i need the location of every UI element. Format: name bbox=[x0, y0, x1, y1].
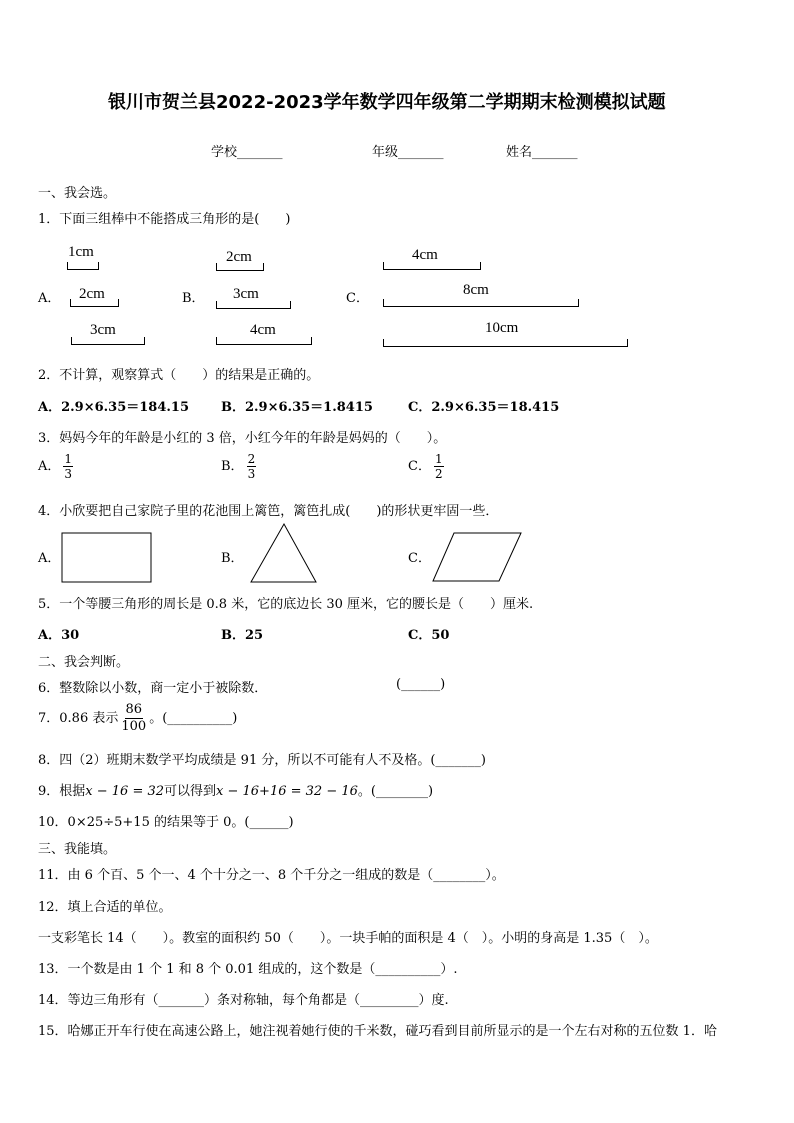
name-field: 姓名_______ bbox=[506, 145, 578, 160]
question-3: 3．妈妈今年的年龄是小红的 3 倍，小红今年的年龄是妈妈的（ ）。 bbox=[38, 431, 447, 446]
q9-prefix: 9．根据 bbox=[38, 784, 86, 799]
question-2: 2．不计算，观察算式（ ）的结果是正确的。 bbox=[38, 368, 320, 383]
stick-b3-label: 4cm bbox=[250, 322, 276, 338]
stick-a2 bbox=[70, 299, 119, 307]
q5-option-b: B．25 bbox=[221, 628, 264, 643]
q7-denominator: 100 bbox=[121, 719, 147, 734]
stick-b1-label: 2cm bbox=[226, 249, 252, 265]
parallelogram-shape bbox=[430, 529, 525, 585]
stick-c1-label: 4cm bbox=[412, 247, 438, 263]
question-9 bbox=[38, 780, 433, 799]
q3-option-c-label: C． bbox=[408, 459, 431, 474]
q7-prefix: 7．0.86 表示 bbox=[38, 711, 119, 726]
q7-fraction bbox=[121, 702, 146, 735]
q3-b-denominator: 3 bbox=[247, 467, 256, 481]
q3-c-numerator: 1 bbox=[434, 452, 443, 466]
question-5: 5．一个等腰三角形的周长是 0.8 米，它的底边长 30 厘米，它的腰长是（ ）厘米. bbox=[38, 597, 534, 612]
section-2-heading: 二、我会判断。 bbox=[38, 655, 130, 670]
q4-option-c-label: C． bbox=[408, 551, 431, 566]
stick-a1 bbox=[67, 262, 99, 270]
question-14: 14．等边三角形有（_______）条对称轴，每个角都是（_________）度. bbox=[38, 993, 449, 1008]
question-1: 1．下面三组棒中不能搭成三角形的是( ) bbox=[38, 212, 291, 227]
q9-middle: 可以得到 bbox=[164, 784, 217, 799]
section-1-heading: 一、我会选。 bbox=[38, 186, 117, 201]
stick-a1-label: 1cm bbox=[68, 244, 94, 260]
q3-option-b bbox=[221, 452, 259, 481]
q4-option-b-label: B． bbox=[221, 551, 244, 566]
q7-numerator: 86 bbox=[125, 702, 143, 717]
rectangle-shape bbox=[60, 530, 155, 586]
q1-option-b-label: B． bbox=[182, 291, 205, 306]
stick-c3-label: 10cm bbox=[485, 320, 519, 336]
question-10: 10．0×25÷5+15 的结果等于 0。(______) bbox=[38, 815, 294, 830]
grade-field: 年级_______ bbox=[372, 145, 444, 160]
stick-b3 bbox=[216, 337, 312, 345]
q3-option-a-label: A． bbox=[38, 459, 61, 474]
stick-c1 bbox=[383, 262, 481, 270]
q3-option-b-label: B． bbox=[221, 459, 244, 474]
page-title: 银川市贺兰县2022-2023学年数学四年级第二学期期末检测模拟试题 bbox=[108, 92, 666, 113]
stick-b2-label: 3cm bbox=[233, 286, 259, 302]
question-11: 11．由 6 个百、5 个一、4 个十分之一、8 个千分之一组成的数是（________）。 bbox=[38, 868, 505, 883]
q3-option-c-fraction bbox=[434, 452, 444, 481]
q3-b-numerator: 2 bbox=[247, 452, 256, 466]
question-13: 13．一个数是由 1 个 1 和 8 个 0.01 组成的，这个数是（__________）. bbox=[38, 962, 458, 977]
q3-option-a-fraction bbox=[63, 452, 73, 481]
stick-b2 bbox=[216, 301, 291, 309]
question-6: 6．整数除以小数，商一定小于被除数． bbox=[38, 681, 268, 696]
q2-option-b: B．2.9×6.35＝1.8415 bbox=[221, 400, 373, 415]
triangle-shape bbox=[248, 521, 320, 586]
stick-a3-label: 3cm bbox=[90, 322, 116, 338]
q1-option-c-label: C． bbox=[346, 291, 369, 306]
stick-a2-label: 2cm bbox=[79, 286, 105, 302]
stick-a3 bbox=[71, 337, 145, 345]
stick-c2-label: 8cm bbox=[463, 282, 489, 298]
q3-c-denominator: 2 bbox=[434, 467, 443, 481]
q3-a-denominator: 3 bbox=[64, 467, 73, 481]
q6-answer-blank[interactable]: (______) bbox=[396, 677, 446, 692]
school-field: 学校_______ bbox=[211, 145, 283, 160]
q3-option-a bbox=[38, 452, 76, 481]
question-8: 8．四（2）班期末数学平均成绩是 91 分，所以不可能有人不及格。(_______) bbox=[38, 753, 486, 768]
q9-answer-blank[interactable]: 。(________) bbox=[357, 784, 434, 799]
q2-option-a: A．2.9×6.35＝184.15 bbox=[38, 400, 190, 415]
q9-equation-1: x − 16 = 32 bbox=[85, 784, 165, 799]
q7-answer-blank[interactable]: 。(__________) bbox=[149, 711, 238, 726]
section-3-heading: 三、我能填。 bbox=[38, 842, 117, 857]
question-7 bbox=[38, 702, 237, 735]
q1-option-a-label: A． bbox=[38, 291, 61, 306]
q3-option-b-fraction bbox=[247, 452, 257, 481]
stick-c3 bbox=[383, 339, 628, 347]
question-12: 12．填上合适的单位。 bbox=[38, 900, 172, 915]
q9-equation-2: x − 16+16 = 32 − 16 bbox=[216, 784, 358, 799]
question-4: 4．小欣要把自己家院子里的花池围上篱笆，篱笆扎成( )的形状更牢固一些． bbox=[38, 504, 499, 519]
q2-option-c: C．2.9×6.35＝18.415 bbox=[408, 400, 560, 415]
stick-c2 bbox=[383, 299, 579, 307]
q4-option-a-label: A． bbox=[38, 551, 61, 566]
question-12-line-2: 一支彩笔长 14（ ）。教室的面积约 50（ ）。一块手帕的面积是 4（ ）。小明的身高是 1.35（ ）。 bbox=[38, 931, 658, 946]
q5-option-a: A．30 bbox=[38, 628, 80, 643]
q3-a-numerator: 1 bbox=[64, 452, 73, 466]
q5-option-c: C．50 bbox=[408, 628, 450, 643]
stick-b1 bbox=[216, 263, 264, 271]
question-15: 15．哈娜正开车行使在高速公路上，她注视着她行使的千米数，碰巧看到目前所显示的是一个左右对称的五位数 1．哈 bbox=[38, 1024, 717, 1039]
q3-option-c bbox=[408, 452, 447, 481]
